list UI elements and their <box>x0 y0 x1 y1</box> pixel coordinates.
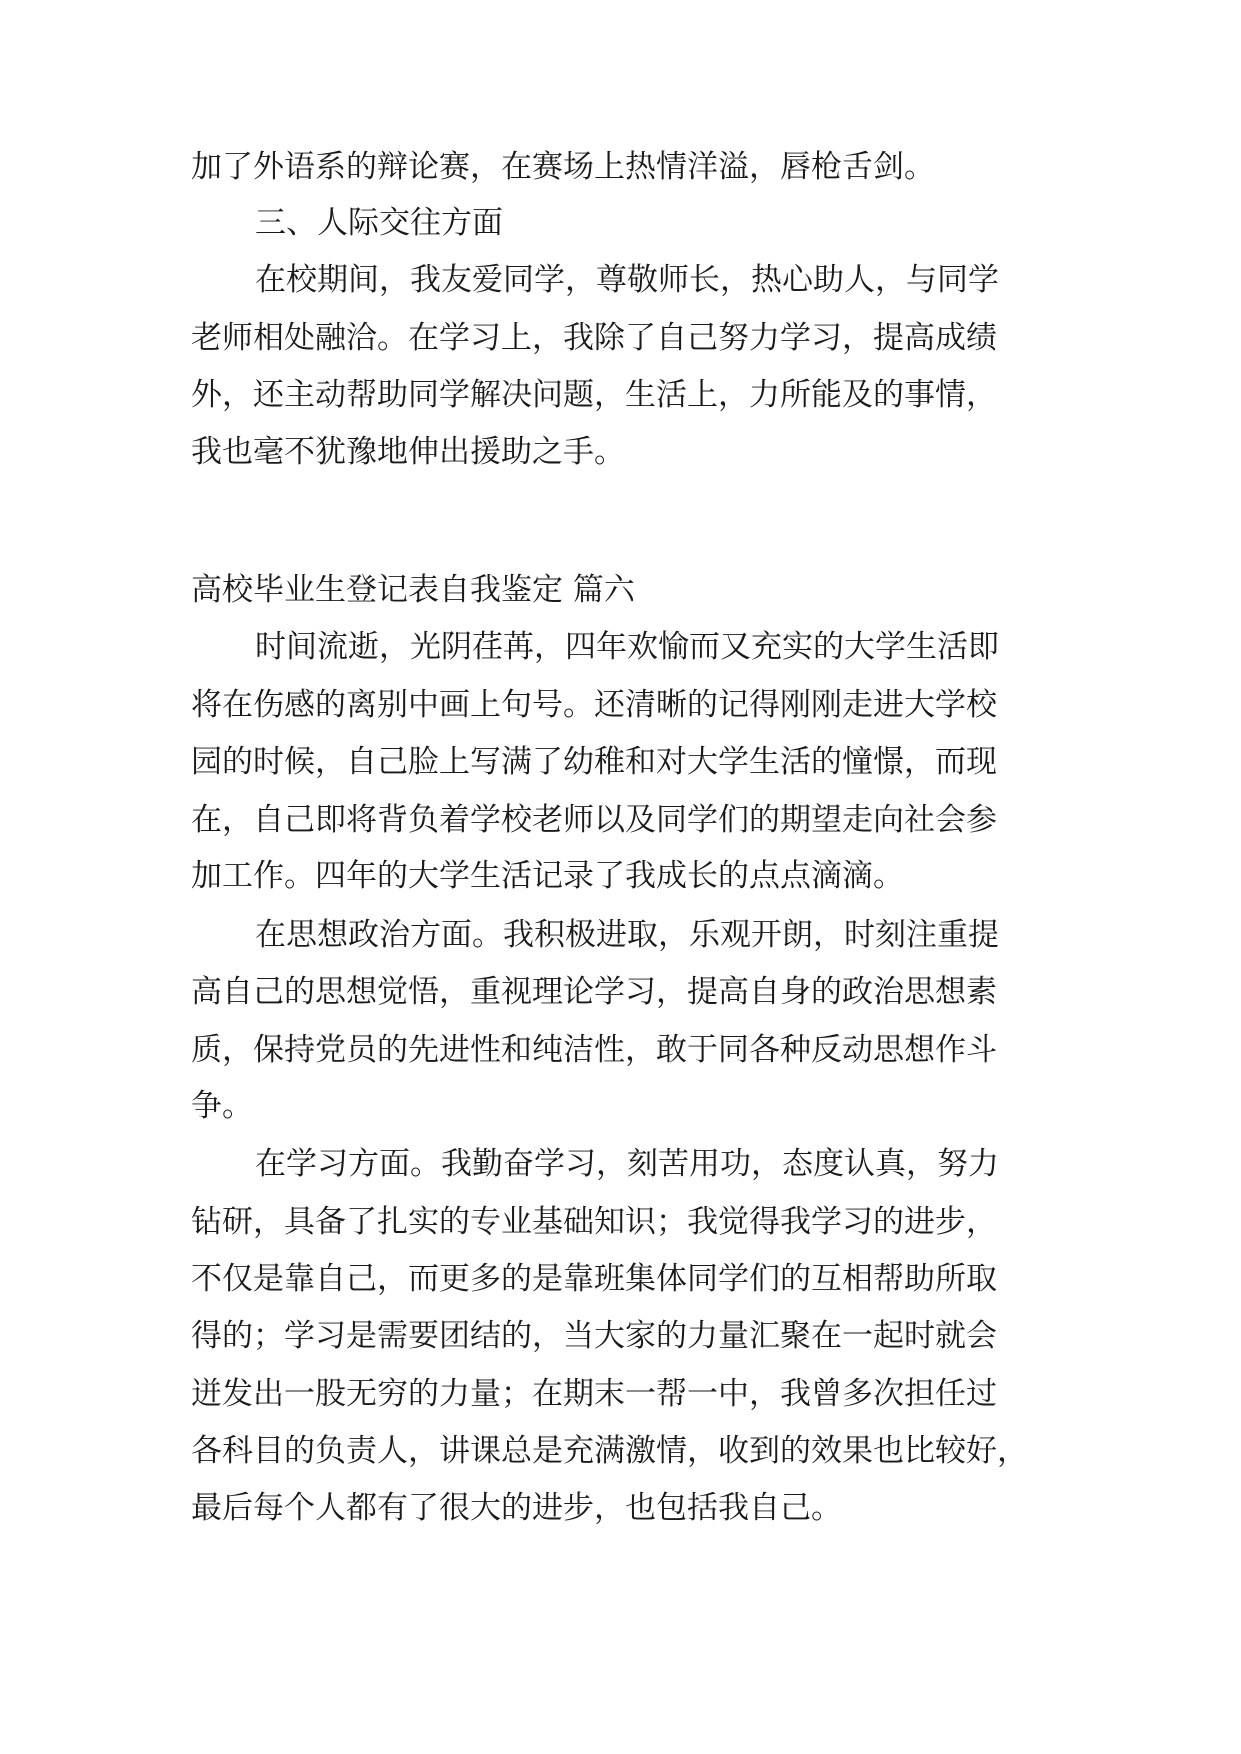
paragraph-line: 得的；学习是需要团结的，当大家的力量汇聚在一起时就会 <box>191 1318 997 1354</box>
paragraph-line: 不仅是靠自己，而更多的是靠班集体同学们的互相帮助所取 <box>191 1261 997 1297</box>
paragraph-line: 最后每个人都有了很大的进步，也包括我自己。 <box>191 1490 842 1526</box>
paragraph-line: 争。 <box>191 1088 253 1124</box>
paragraph-line: 在，自己即将背负着学校老师以及同学们的期望走向社会参 <box>191 802 997 838</box>
paragraph-line: 在思想政治方面。我积极进取，乐观开朗，时刻注重提 <box>255 917 999 953</box>
paragraph-line: 质，保持党员的先进性和纯洁性，敢于同各种反动思想作斗 <box>191 1032 997 1068</box>
paragraph-line: 我也毫不犹豫地伸出援助之手。 <box>191 434 625 470</box>
paragraph-line: 加工作。四年的大学生活记录了我成长的点点滴滴。 <box>191 858 904 894</box>
article-heading: 高校毕业生登记表自我鉴定 篇六 <box>191 572 635 608</box>
paragraph-line: 外，还主动帮助同学解决问题，生活上，力所能及的事情， <box>191 377 997 413</box>
paragraph-line: 在校期间，我友爱同学，尊敬师长，热心助人，与同学 <box>255 262 999 298</box>
paragraph-line: 迸发出一股无穷的力量；在期末一帮一中，我曾多次担任过 <box>191 1376 997 1412</box>
paragraph-line: 各科目的负责人，讲课总是充满激情，收到的效果也比较好， <box>191 1433 1028 1469</box>
paragraph-line: 加了外语系的辩论赛，在赛场上热情洋溢，唇枪舌剑。 <box>191 149 935 185</box>
paragraph-line: 钻研，具备了扎实的专业基础知识；我觉得我学习的进步， <box>191 1204 997 1240</box>
paragraph-line: 老师相处融洽。在学习上，我除了自己努力学习，提高成绩 <box>191 320 997 356</box>
section-heading: 三、人际交往方面 <box>255 205 503 241</box>
paragraph-line: 园的时候，自己脸上写满了幼稚和对大学生活的憧憬，而现 <box>191 744 997 780</box>
paragraph-line: 高自己的思想觉悟，重视理论学习，提高自身的政治思想素 <box>191 974 997 1010</box>
paragraph-line: 时间流逝，光阴荏苒，四年欢愉而又充实的大学生活即 <box>255 629 999 665</box>
paragraph-line: 将在伤感的离别中画上句号。还清晰的记得刚刚走进大学校 <box>191 687 997 723</box>
paragraph-line: 在学习方面。我勤奋学习，刻苦用功，态度认真，努力 <box>255 1146 999 1182</box>
